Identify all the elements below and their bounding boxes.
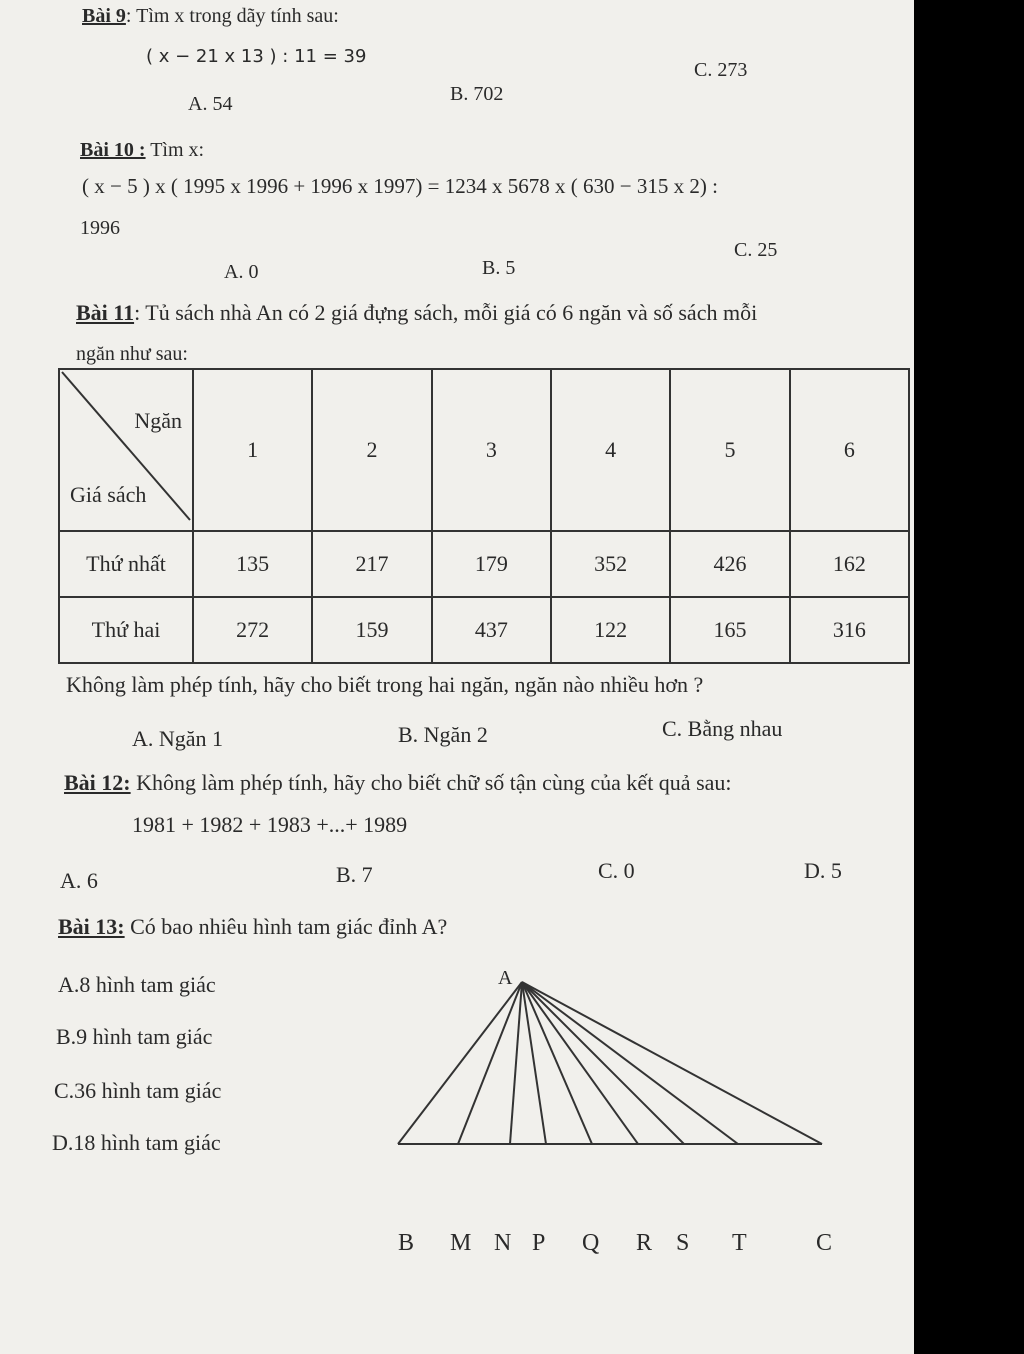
bai13-heading xyxy=(58,916,447,938)
table-header-row xyxy=(59,369,909,531)
bai13-prompt: Có bao nhiêu hình tam giác đỉnh A? xyxy=(124,914,448,939)
bai12-option-b: B. 7 xyxy=(336,862,373,887)
bai11-option-b: B. Ngăn 2 xyxy=(398,722,488,747)
bai13-title: Bài 13: xyxy=(58,914,125,939)
bai11-option-a: A. Ngăn 1 xyxy=(132,726,224,751)
bai11-heading xyxy=(76,302,757,324)
corner-label-shelf: Ngăn xyxy=(134,408,182,433)
bai9-prompt: : Tìm x trong dãy tính sau: xyxy=(125,5,339,27)
triangle-ray-r xyxy=(522,982,638,1144)
triangle-ray-t xyxy=(522,982,738,1144)
column-header: 6 xyxy=(790,369,909,531)
bai10-prompt: Tìm x: xyxy=(145,139,205,161)
bai9-option-a: A. 54 xyxy=(188,93,233,115)
triangle-ray-q xyxy=(522,982,592,1144)
bai12-heading xyxy=(64,772,732,794)
bai10-expression-cont: 1996 xyxy=(80,217,120,239)
bai9-option-b: B. 702 xyxy=(450,83,504,105)
corner-label-rack: Giá sách xyxy=(70,481,147,507)
triangle-ray-c xyxy=(522,982,822,1144)
triangle-figure xyxy=(390,960,833,1260)
point-label-s: S xyxy=(676,1230,690,1256)
triangle-ray-p xyxy=(522,982,546,1144)
column-header: 1 xyxy=(193,369,312,531)
bai9-expression: ( x − 21 x 13 ) : 11 = 39 xyxy=(146,46,367,67)
row-label: Thứ hai xyxy=(59,597,193,663)
triangle-ray-b xyxy=(398,982,522,1144)
table-cell: 122 xyxy=(551,597,670,663)
table-cell: 352 xyxy=(551,531,670,597)
bai10-option-a: A. 0 xyxy=(224,261,259,283)
bai11-title: Bài 11 xyxy=(76,300,135,325)
bai9-option-c: C. 273 xyxy=(694,59,748,81)
bai12-option-c: C. 0 xyxy=(598,858,635,883)
triangle-ray-s xyxy=(522,982,684,1144)
bai13-option-c: C.36 hình tam giác xyxy=(54,1078,222,1103)
bai12-prompt: Không làm phép tính, hãy cho biết chữ số tận cùng của kết quả sau: xyxy=(130,770,732,795)
bai13-option-d: D.18 hình tam giác xyxy=(52,1130,221,1155)
column-header: 5 xyxy=(670,369,789,531)
point-label-c: C xyxy=(816,1230,833,1256)
column-header: 3 xyxy=(432,369,551,531)
point-label-p: P xyxy=(532,1230,546,1256)
bai12-option-a: A. 6 xyxy=(60,868,98,893)
bai11-prompt: : Tủ sách nhà An có 2 giá đựng sách, mỗi giá có 6 ngăn và số sách mỗi xyxy=(134,300,758,325)
column-header: 4 xyxy=(551,369,670,531)
table-row xyxy=(59,531,909,597)
table-cell: 179 xyxy=(432,531,551,597)
point-label-b: B xyxy=(398,1230,415,1256)
bai10-expression: ( x − 5 ) x ( 1995 x 1996 + 1996 x 1997) = 1234 x 5678 x ( 630 − 315 x 2) : xyxy=(82,174,718,198)
point-label-n: N xyxy=(494,1230,512,1256)
table-cell: 159 xyxy=(312,597,431,663)
table-corner-cell xyxy=(59,369,193,531)
table-cell: 217 xyxy=(312,531,431,597)
bai9-title: Bài 9 xyxy=(82,5,126,27)
bai10-option-b: B. 5 xyxy=(482,257,516,279)
table-row xyxy=(59,597,909,663)
bai12-expression: 1981 + 1982 + 1983 +...+ 1989 xyxy=(132,812,408,837)
column-header: 2 xyxy=(312,369,431,531)
bai12-option-d: D. 5 xyxy=(804,858,842,883)
table-cell: 165 xyxy=(670,597,789,663)
table-cell: 272 xyxy=(193,597,312,663)
point-label-q: Q xyxy=(582,1230,600,1256)
bai10-heading xyxy=(80,140,204,160)
table-cell: 426 xyxy=(670,531,789,597)
row-label: Thứ nhất xyxy=(59,531,193,597)
point-label-m: M xyxy=(450,1230,472,1256)
bai11-prompt-cont: ngăn như sau: xyxy=(76,343,188,365)
point-label-t: T xyxy=(732,1230,747,1256)
bai13-option-b: B.9 hình tam giác xyxy=(56,1024,213,1049)
bai13-option-a: A.8 hình tam giác xyxy=(58,972,216,997)
table-cell: 135 xyxy=(193,531,312,597)
bai12-title: Bài 12: xyxy=(64,770,131,795)
point-label-a: A xyxy=(498,967,513,989)
bookshelf-table xyxy=(58,368,910,664)
table-cell: 437 xyxy=(432,597,551,663)
bai9-heading xyxy=(82,6,339,26)
bai10-title: Bài 10 : xyxy=(80,139,146,161)
bai11-option-c: C. Bằng nhau xyxy=(662,716,783,741)
table-cell: 162 xyxy=(790,531,909,597)
bai10-option-c: C. 25 xyxy=(734,239,778,261)
point-label-r: R xyxy=(636,1230,653,1256)
bai11-question: Không làm phép tính, hãy cho biết trong hai ngăn, ngăn nào nhiều hơn ? xyxy=(66,672,704,697)
table-cell: 316 xyxy=(790,597,909,663)
